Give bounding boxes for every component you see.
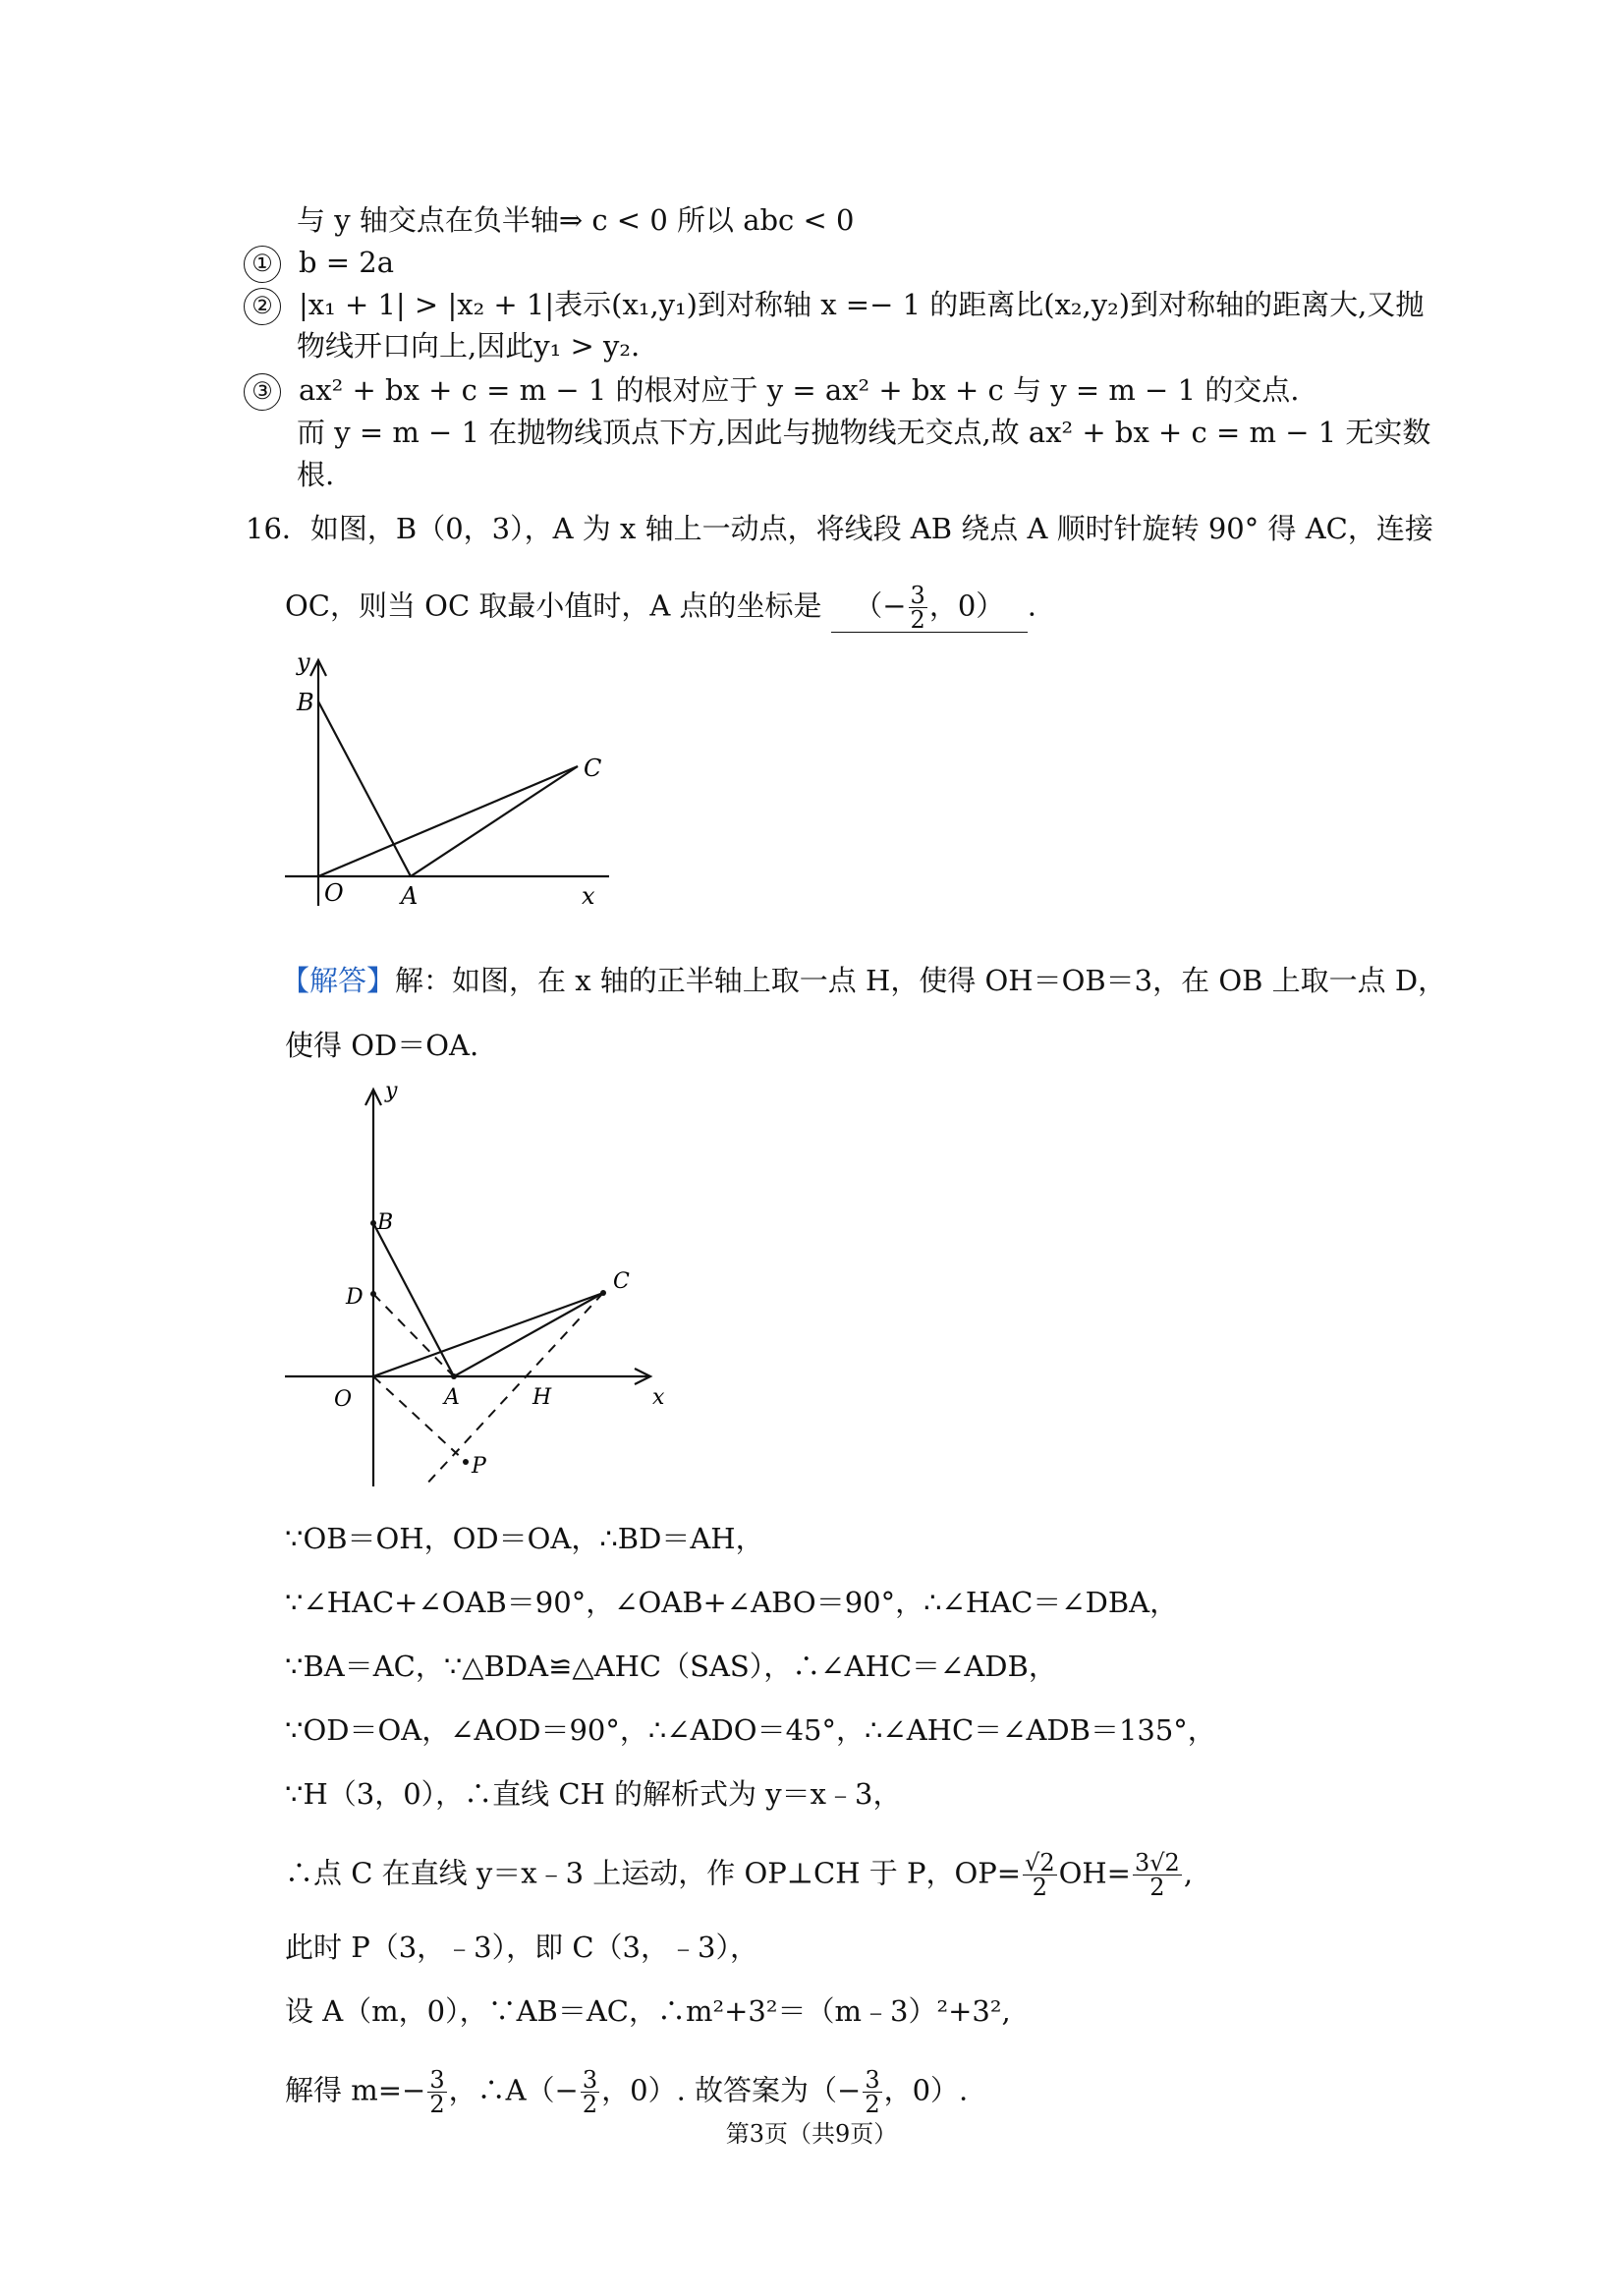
- denominator: 2: [1032, 1874, 1047, 1901]
- fraction: [427, 2068, 446, 2116]
- step-text: ，0）.: [883, 2073, 969, 2107]
- segment-oc: [373, 1293, 603, 1376]
- step-text: ，∴A（−: [448, 2073, 579, 2107]
- denominator: 2: [865, 2091, 880, 2118]
- segment-ac: [411, 766, 578, 876]
- solution-tag: 【解答】: [281, 964, 396, 997]
- segment-ab: [318, 701, 411, 876]
- step-text: ，0）. 故答案为（−: [601, 2073, 862, 2107]
- item-text: |x₁ + 1| > |x₂ + 1|表示(x₁,y₁)到对称轴 x =− 1 的距离比(x₂,y₂)到对称轴的距离大,又抛: [299, 288, 1425, 321]
- step-9: [285, 2068, 968, 2116]
- item-marker: ③: [244, 373, 281, 411]
- label-b: B: [297, 689, 314, 716]
- denominator: 2: [1149, 1874, 1165, 1901]
- analysis-item-2: [244, 285, 1424, 325]
- fraction: [863, 2068, 881, 2116]
- numerator: 3: [429, 2066, 445, 2094]
- label-c: C: [613, 1269, 630, 1294]
- problem-16-text: OC，则当 OC 取最小值时，A 点的坐标是: [285, 588, 822, 623]
- fraction: [1023, 1851, 1057, 1899]
- analysis-item-3: [244, 370, 1299, 411]
- numerator: 3: [865, 2066, 880, 2094]
- answer-part: ，0）: [928, 588, 1005, 623]
- step-6: [285, 1851, 1193, 1899]
- step-3: ∵BA＝AC，∵△BDA≌△AHC（SAS），∴∠AHC＝∠ADB，: [285, 1650, 1057, 1683]
- item-marker: ①: [244, 246, 281, 283]
- step-text: ∴点 C 在直线 y＝x﹣3 上运动，作 OP⊥CH 于 P，OP=: [285, 1856, 1022, 1890]
- analysis-item-3-cont: 而 y = m − 1 在抛物线顶点下方,因此与抛物线无交点,故 ax² + bx + c = m − 1 无实数: [297, 416, 1431, 449]
- period: .: [1027, 588, 1036, 623]
- label-y: y: [297, 648, 310, 676]
- analysis-item-3-cont2: 根.: [297, 458, 335, 491]
- label-a: A: [444, 1385, 460, 1410]
- problem-16-line-2: [285, 584, 1036, 633]
- step-text: ,: [1183, 1856, 1194, 1890]
- segment-ab: [373, 1223, 454, 1376]
- figure-2: [275, 1076, 688, 1498]
- item-text: b = 2a: [299, 246, 395, 279]
- label-x: x: [582, 882, 595, 910]
- label-p: P: [472, 1454, 486, 1479]
- figure-1: [275, 648, 629, 924]
- label-x: x: [652, 1385, 665, 1410]
- denominator: 2: [582, 2091, 598, 2118]
- answer-blank: [831, 584, 1028, 633]
- solution-line-1: [281, 961, 1446, 1000]
- label-h: H: [532, 1385, 552, 1410]
- point-b: [370, 1220, 376, 1226]
- step-text: OH=: [1058, 1856, 1131, 1890]
- label-o: O: [324, 879, 344, 907]
- fraction: [1133, 1851, 1182, 1899]
- numerator: 3√2: [1134, 1849, 1180, 1876]
- numerator: 3: [910, 582, 925, 609]
- label-c: C: [584, 755, 602, 782]
- step-2: ∵∠HAC+∠OAB＝90°，∠OAB+∠ABO＝90°，∴∠HAC＝∠DBA，: [285, 1586, 1179, 1619]
- segment-ac: [454, 1293, 603, 1376]
- step-8: 设 A（m，0），∵AB＝AC，∴m²+3²＝（m﹣3）²+3²,: [285, 1994, 1011, 2028]
- label-b: B: [377, 1210, 394, 1235]
- solution-line-2: 使得 OD＝OA.: [285, 1029, 479, 1062]
- analysis-item-1: [244, 243, 394, 283]
- step-text: 解得 m=−: [285, 2073, 426, 2107]
- item-marker: ②: [244, 288, 281, 325]
- solution-text: 解：如图，在 x 轴的正半轴上取一点 H，使得 OH＝OB＝3，在 OB 上取一点 D，: [395, 964, 1447, 997]
- step-5: ∵H（3，0），∴直线 CH 的解析式为 y＝x﹣3，: [285, 1777, 902, 1811]
- page-footer: 第3页（共9页）: [725, 2120, 898, 2148]
- label-y: y: [385, 1079, 398, 1103]
- label-d: D: [346, 1285, 364, 1310]
- denominator: 2: [429, 2091, 445, 2118]
- numerator: 3: [582, 2066, 598, 2094]
- point-a: [451, 1373, 457, 1379]
- step-7: 此时 P（3，﹣3），即 C（3，﹣3），: [285, 1931, 758, 1964]
- point-c: [600, 1290, 606, 1296]
- analysis-item-2-cont: 物线开口向上,因此y₁ > y₂.: [297, 329, 641, 363]
- analysis-line-0: 与 y 轴交点在负半轴⇒ c < 0 所以 abc < 0: [297, 203, 855, 237]
- point-p: [463, 1459, 469, 1465]
- item-text: ax² + bx + c = m − 1 的根对应于 y = ax² + bx + c 与 y = m − 1 的交点.: [299, 373, 1300, 407]
- step-4: ∵OD＝OA，∠AOD＝90°，∴∠ADO＝45°，∴∠AHC＝∠ADB＝135°，: [285, 1713, 1216, 1747]
- label-o: O: [334, 1387, 353, 1412]
- point-d: [370, 1291, 376, 1297]
- answer-fraction: [909, 584, 927, 632]
- answer-part: （−: [854, 588, 907, 623]
- dashed-da: [373, 1294, 454, 1376]
- problem-16-line-1: 16．如图，B（0，3），A 为 x 轴上一动点，将线段 AB 绕点 A 顺时针旋转 90° 得 AC，连接: [246, 512, 1433, 545]
- label-a: A: [401, 882, 419, 910]
- fraction: [581, 2068, 599, 2116]
- step-1: ∵OB＝OH，OD＝OA，∴BD＝AH，: [285, 1522, 764, 1555]
- denominator: 2: [910, 606, 925, 634]
- numerator: √2: [1025, 1849, 1055, 1876]
- segment-oc: [318, 766, 578, 876]
